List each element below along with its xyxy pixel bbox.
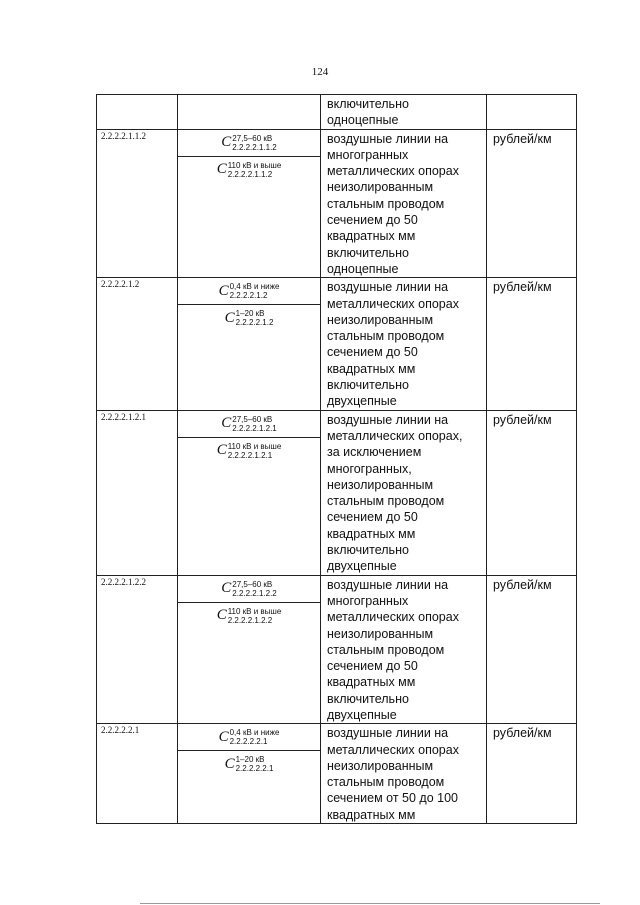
row-code: 2.2.2.2.1.1.2 — [97, 129, 178, 278]
symbol-indices — [228, 161, 282, 179]
symbol-subscript: 2.2.2.2.1.2 — [229, 291, 268, 301]
symbol-letter: C — [216, 442, 227, 459]
symbol-indices — [230, 728, 280, 746]
page-number: 124 — [311, 66, 329, 78]
symbol-subscript: 2.2.2.2.1.2.1 — [227, 450, 273, 460]
row-description: воздушные линии на многогранных металлических опорах неизолированным стальным проводом сечением до 50 квадратных мм включительно одноцепные — [321, 129, 487, 278]
row-code: 2.2.2.2.1.2.1 — [97, 410, 178, 575]
symbol-letter: C — [224, 755, 235, 772]
table-row — [97, 278, 577, 410]
table-row — [97, 129, 577, 278]
page-bottom-edge — [140, 903, 600, 904]
symbol-letter: C — [216, 161, 227, 178]
symbol-letter: C — [221, 580, 232, 597]
row-unit — [487, 95, 577, 130]
symbol-letter: C — [216, 607, 227, 624]
row-code: 2.2.2.2.1.2.2 — [97, 575, 178, 724]
rate-symbol — [178, 437, 320, 464]
row-description: воздушные линии на металлических опорах неизолированным стальным проводом сечением до 50 квадратных мм включительно двухцепные — [321, 278, 487, 410]
symbol-subscript: 2.2.2.2.1.1.2 — [227, 169, 273, 179]
symbol-letter: C — [218, 282, 229, 299]
row-unit: рублей/км — [487, 410, 577, 575]
table-row — [97, 410, 577, 575]
symbol-indices — [230, 282, 280, 300]
symbol-subscript: 2.2.2.2.1.2.2 — [232, 588, 277, 598]
row-symbols — [178, 410, 321, 575]
row-unit: рублей/км — [487, 129, 577, 278]
row-description: воздушные линии на многогранных металлических опорах неизолированным стальным проводом сечением до 50 квадратных мм включительно двухцепные — [321, 575, 487, 724]
row-code: 2.2.2.2.1.2 — [97, 278, 178, 410]
rate-symbol — [178, 304, 320, 331]
symbol-superscript: 0,4 кВ и ниже — [229, 282, 280, 292]
symbol-superscript: 27,5–60 кВ — [232, 579, 273, 589]
rates-table-body — [97, 95, 577, 824]
row-unit: рублей/км — [487, 724, 577, 824]
rate-symbol — [178, 576, 320, 602]
row-symbols — [178, 278, 321, 410]
symbol-superscript: 110 кВ и выше — [227, 441, 282, 451]
rate-symbol — [178, 750, 320, 777]
symbol-subscript: 2.2.2.2.1.1.2 — [232, 142, 277, 152]
symbol-superscript: 1–20 кВ — [235, 309, 265, 319]
rate-symbol — [178, 130, 320, 156]
row-code: 2.2.2.2.2.1 — [97, 724, 178, 824]
symbol-subscript: 2.2.2.2.1.2.2 — [227, 615, 273, 625]
row-symbols — [178, 129, 321, 278]
row-description: воздушные линии на металлических опорах неизолированным стальным проводом сечением от 50 до 100 квадратных мм — [321, 724, 487, 824]
rate-symbol — [178, 156, 320, 183]
row-description: включительно одноцепные — [321, 95, 487, 130]
symbol-subscript: 2.2.2.2.2.1 — [235, 764, 274, 774]
symbol-superscript: 0,4 кВ и ниже — [229, 728, 280, 738]
symbol-indices — [232, 415, 276, 433]
symbol-indices — [232, 580, 276, 598]
row-symbols — [178, 95, 321, 130]
row-symbols — [178, 575, 321, 724]
symbol-superscript: 1–20 кВ — [235, 755, 265, 765]
symbol-letter: C — [224, 309, 235, 326]
symbol-subscript: 2.2.2.2.1.2 — [235, 318, 274, 328]
symbol-superscript: 110 кВ и выше — [227, 606, 282, 616]
symbol-superscript: 27,5–60 кВ — [232, 414, 273, 424]
symbol-indices — [228, 442, 282, 460]
symbol-indices — [236, 309, 274, 327]
row-symbols — [178, 724, 321, 824]
symbol-letter: C — [221, 415, 232, 432]
symbol-indices — [236, 755, 274, 773]
table-row — [97, 724, 577, 824]
row-description: воздушные линии на металлических опорах, за исключением многогранных, неизолированным стальным проводом сечением до 50 квадратных мм включительно двухцепные — [321, 410, 487, 575]
symbol-letter: C — [221, 134, 232, 151]
symbol-superscript: 27,5–60 кВ — [232, 133, 273, 143]
rates-table — [96, 94, 577, 824]
row-unit: рублей/км — [487, 278, 577, 410]
rate-symbol — [178, 411, 320, 437]
rate-symbol — [178, 724, 320, 750]
row-unit: рублей/км — [487, 575, 577, 724]
table-row — [97, 95, 577, 130]
rate-symbol — [178, 278, 320, 304]
row-code — [97, 95, 178, 130]
rate-symbol — [178, 602, 320, 629]
symbol-indices — [228, 607, 282, 625]
symbol-superscript: 110 кВ и выше — [227, 160, 282, 170]
symbol-letter: C — [218, 728, 229, 745]
symbol-indices — [232, 134, 276, 152]
symbol-subscript: 2.2.2.2.1.2.1 — [232, 423, 277, 433]
table-row — [97, 575, 577, 724]
symbol-subscript: 2.2.2.2.2.1 — [229, 737, 268, 747]
